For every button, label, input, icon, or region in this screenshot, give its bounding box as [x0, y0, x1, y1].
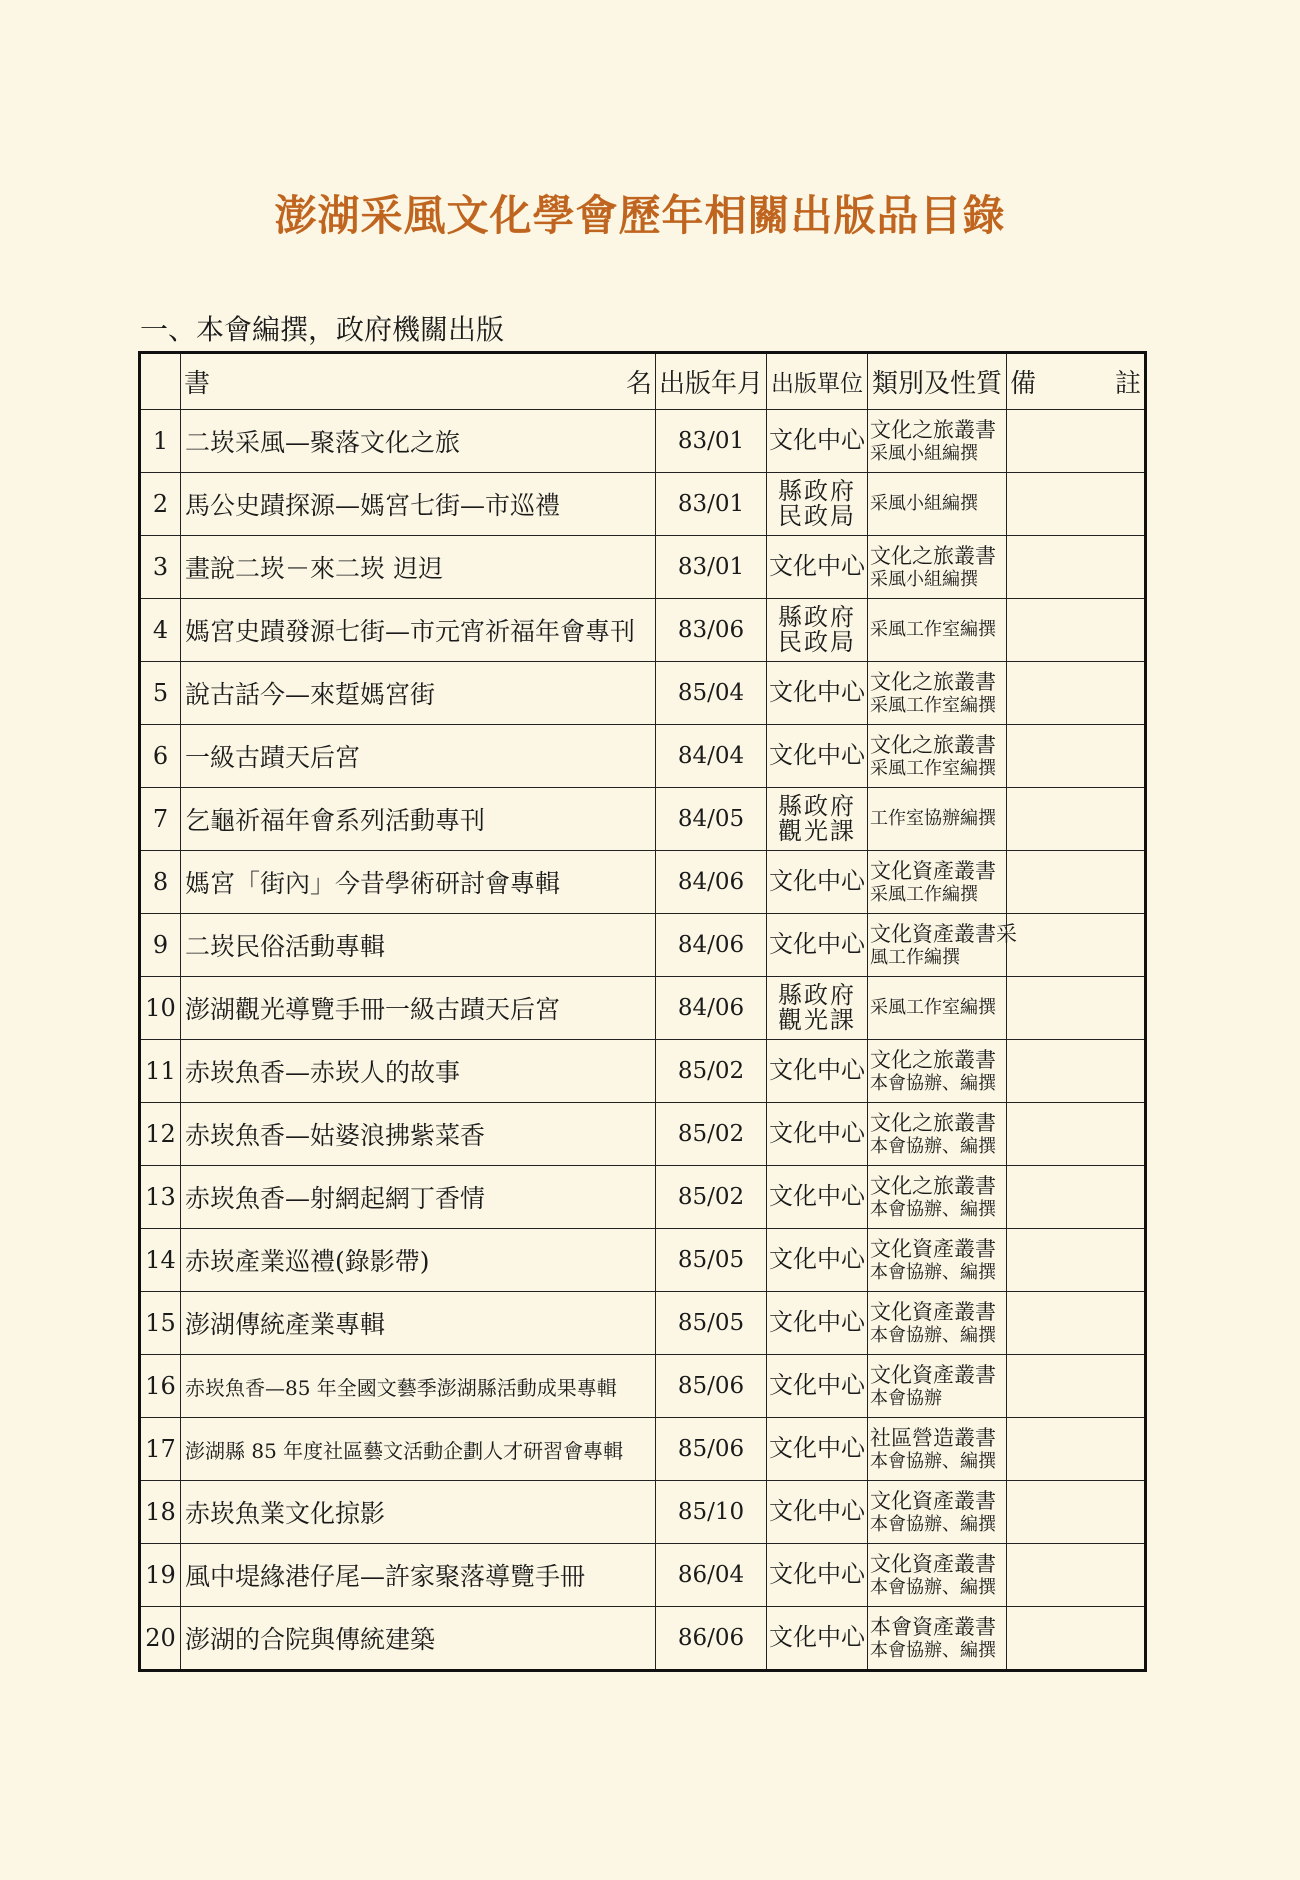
category-cell: [868, 1607, 1007, 1671]
row-number: 5: [140, 662, 181, 725]
table-row: [140, 788, 1146, 851]
table-row: [140, 410, 1146, 473]
publish-date: 84/06: [656, 851, 767, 914]
publisher-unit: 文化中心: [767, 1040, 868, 1103]
header-note-left: 備: [1010, 369, 1037, 399]
category-line-1: 社區營造叢書: [870, 1425, 996, 1450]
publisher-unit: 文化中心: [767, 914, 868, 977]
category-cell: [868, 725, 1007, 788]
category-line-2: 采風小組編撰: [870, 568, 978, 590]
row-number: 14: [140, 1229, 181, 1292]
publish-date: 83/01: [656, 536, 767, 599]
category-line-1: 文化之旅叢書: [870, 417, 996, 442]
note-cell: [1007, 788, 1146, 851]
row-number: 3: [140, 536, 181, 599]
publisher-unit: 文化中心: [767, 1544, 868, 1607]
category-line-2: 本會協辦、編撰: [870, 1072, 996, 1094]
header-date: 出版年月: [656, 353, 767, 410]
note-cell: [1007, 536, 1146, 599]
book-title: 赤崁魚香—姑婆浪拂紫菜香: [181, 1103, 656, 1166]
table-row: [140, 851, 1146, 914]
table-row: [140, 599, 1146, 662]
category-line-2: 采風工作室編撰: [870, 694, 996, 716]
row-number: 11: [140, 1040, 181, 1103]
category-cell: [868, 662, 1007, 725]
table-row: [140, 1418, 1146, 1481]
publish-date: 85/06: [656, 1355, 767, 1418]
category-line-2: 風工作編撰: [870, 946, 960, 968]
publisher-unit: 文化中心: [767, 1355, 868, 1418]
publisher-unit: 縣政府 民政局: [767, 473, 868, 536]
note-cell: [1007, 1418, 1146, 1481]
book-title: 畫說二崁－來二崁 迌迌: [181, 536, 656, 599]
table-row: [140, 725, 1146, 788]
book-title: 澎湖縣 85 年度社區藝文活動企劃人才研習會專輯: [181, 1418, 656, 1481]
table-header-row: [140, 353, 1146, 410]
row-number: 12: [140, 1103, 181, 1166]
category-line-2: 本會協辦、編撰: [870, 1450, 996, 1472]
category-line-1: 文化資產叢書: [870, 1236, 996, 1261]
row-number: 19: [140, 1544, 181, 1607]
publish-date: 86/06: [656, 1607, 767, 1671]
publisher-unit: 縣政府 觀光課: [767, 977, 868, 1040]
category-line-2: 采風工作編撰: [870, 883, 978, 905]
book-title: 澎湖觀光導覽手冊一級古蹟天后宮: [181, 977, 656, 1040]
publisher-unit: 文化中心: [767, 536, 868, 599]
note-cell: [1007, 1481, 1146, 1544]
category-line-2: 采風小組編撰: [870, 442, 978, 464]
book-title: 媽宮史蹟發源七街—市元宵祈福年會專刊: [181, 599, 656, 662]
category-cell: [868, 1355, 1007, 1418]
note-cell: [1007, 851, 1146, 914]
row-number: 10: [140, 977, 181, 1040]
note-cell: [1007, 1103, 1146, 1166]
category-line-2: 本會協辦、編撰: [870, 1639, 996, 1661]
category-line-1: 本會資產叢書: [870, 1614, 996, 1639]
row-number: 2: [140, 473, 181, 536]
table-row: [140, 1607, 1146, 1671]
category-cell: [868, 1544, 1007, 1607]
table-row: [140, 473, 1146, 536]
category-cell: [868, 1481, 1007, 1544]
category-line-2: 采風工作室編撰: [870, 757, 996, 779]
note-cell: [1007, 1229, 1146, 1292]
publish-date: 85/02: [656, 1040, 767, 1103]
table-row: [140, 1103, 1146, 1166]
category-cell: [868, 1166, 1007, 1229]
book-title: 說古話今—來踅媽宮街: [181, 662, 656, 725]
publish-date: 83/01: [656, 473, 767, 536]
row-number: 4: [140, 599, 181, 662]
header-number: [140, 353, 181, 410]
publication-table: [138, 351, 1147, 1672]
table-row: [140, 1481, 1146, 1544]
publisher-unit: 文化中心: [767, 1418, 868, 1481]
book-title: 馬公史蹟探源—媽宮七街—市巡禮: [181, 473, 656, 536]
category-line-2: 本會協辦、編撰: [870, 1135, 996, 1157]
category-line-1: 文化之旅叢書: [870, 669, 996, 694]
category-line-1: 文化之旅叢書: [870, 543, 996, 568]
section-heading: 一、本會編撰，政府機關出版: [140, 313, 505, 346]
category-cell: [868, 1040, 1007, 1103]
note-cell: [1007, 662, 1146, 725]
category-cell: [868, 914, 1017, 977]
row-number: 9: [140, 914, 181, 977]
row-number: 15: [140, 1292, 181, 1355]
table-row: [140, 1229, 1146, 1292]
category-cell: [868, 977, 1007, 1040]
table-row: [140, 977, 1146, 1040]
category-line-2: 本會協辦: [870, 1387, 942, 1409]
category-cell: [868, 788, 1007, 851]
table-row: [140, 914, 1146, 977]
book-title: 赤崁魚業文化掠影: [181, 1481, 656, 1544]
category-line-1: 文化資產叢書: [870, 858, 996, 883]
book-title: 赤崁魚香—射網起網丁香情: [181, 1166, 656, 1229]
header-title-right: 名: [625, 369, 652, 399]
publisher-unit: 文化中心: [767, 725, 868, 788]
publish-date: 85/06: [656, 1418, 767, 1481]
publisher-unit: 縣政府 觀光課: [767, 788, 868, 851]
page-title: 澎湖采風文化學會歷年相關出版品目錄: [274, 191, 1006, 240]
row-number: 17: [140, 1418, 181, 1481]
row-number: 20: [140, 1607, 181, 1671]
category-cell: [868, 536, 1007, 599]
table-row: [140, 1040, 1146, 1103]
publisher-unit: 文化中心: [767, 1103, 868, 1166]
note-cell: [1007, 1166, 1146, 1229]
book-title: 媽宮「街內」今昔學術研討會專輯: [181, 851, 656, 914]
category-cell: [868, 851, 1007, 914]
note-cell: [1007, 977, 1146, 1040]
publish-date: 84/04: [656, 725, 767, 788]
category-line-2: 本會協辦、編撰: [870, 1513, 996, 1535]
category-cell: [868, 1103, 1007, 1166]
row-number: 16: [140, 1355, 181, 1418]
table-row: [140, 1292, 1146, 1355]
header-note-right: 註: [1114, 369, 1141, 399]
row-number: 8: [140, 851, 181, 914]
publisher-unit: 文化中心: [767, 1481, 868, 1544]
row-number: 6: [140, 725, 181, 788]
publisher-unit: 縣政府 民政局: [767, 599, 868, 662]
book-title: 赤崁產業巡禮(錄影帶): [181, 1229, 656, 1292]
note-cell: [1007, 725, 1146, 788]
publish-date: 84/05: [656, 788, 767, 851]
publish-date: 83/06: [656, 599, 767, 662]
row-number: 1: [140, 410, 181, 473]
row-number: 18: [140, 1481, 181, 1544]
category-line-1: 文化資產叢書: [870, 1488, 996, 1513]
note-cell: [1007, 410, 1146, 473]
note-cell: [1007, 1607, 1146, 1671]
category-line-1: 文化資產叢書: [870, 1551, 996, 1576]
category-cell: [868, 473, 1007, 536]
note-cell: [1007, 473, 1146, 536]
book-title: 風中堤緣港仔尾—許家聚落導覽手冊: [181, 1544, 656, 1607]
category-cell: [868, 410, 1007, 473]
header-unit: 出版單位: [767, 353, 868, 410]
book-title: 二崁民俗活動專輯: [181, 914, 656, 977]
publisher-unit: 文化中心: [767, 1292, 868, 1355]
note-cell: [1007, 1040, 1146, 1103]
publisher-unit: 文化中心: [767, 1229, 868, 1292]
category-line-1: 采風工作室編撰: [870, 996, 996, 1018]
header-note: [1007, 353, 1146, 410]
category-cell: [868, 1418, 1007, 1481]
note-cell: [1007, 1355, 1146, 1418]
category-cell: [868, 1229, 1007, 1292]
publish-date: 85/02: [656, 1103, 767, 1166]
note-cell: [1007, 1544, 1146, 1607]
publish-date: 86/04: [656, 1544, 767, 1607]
header-title-left: 書: [184, 369, 211, 399]
category-line-1: 工作室協辦編撰: [870, 807, 996, 829]
category-line-1: 采風小組編撰: [870, 492, 978, 514]
book-title: 澎湖傳統產業專輯: [181, 1292, 656, 1355]
category-line-2: 本會協辦、編撰: [870, 1576, 996, 1598]
table-row: [140, 1355, 1146, 1418]
category-cell: [868, 1292, 1007, 1355]
book-title: 二崁采風—聚落文化之旅: [181, 410, 656, 473]
row-number: 13: [140, 1166, 181, 1229]
category-line-2: 本會協辦、編撰: [870, 1324, 996, 1346]
publisher-unit: 文化中心: [767, 1607, 868, 1671]
category-cell: [868, 599, 1007, 662]
table-row: [140, 536, 1146, 599]
header-title: [181, 353, 656, 410]
note-cell: [1007, 914, 1146, 977]
publisher-unit: 文化中心: [767, 410, 868, 473]
category-line-1: 文化資產叢書: [870, 1362, 996, 1387]
publisher-unit: 文化中心: [767, 662, 868, 725]
table-row: [140, 1544, 1146, 1607]
note-cell: [1007, 1292, 1146, 1355]
book-title: 乞龜祈福年會系列活動專刊: [181, 788, 656, 851]
publish-date: 83/01: [656, 410, 767, 473]
publisher-unit: 文化中心: [767, 1166, 868, 1229]
book-title: 赤崁魚香—赤崁人的故事: [181, 1040, 656, 1103]
category-line-2: 本會協辦、編撰: [870, 1198, 996, 1220]
book-title: 赤崁魚香—85 年全國文藝季澎湖縣活動成果專輯: [181, 1355, 656, 1418]
publisher-unit: 文化中心: [767, 851, 868, 914]
publish-date: 84/06: [656, 977, 767, 1040]
publish-date: 84/06: [656, 914, 767, 977]
publish-date: 85/05: [656, 1292, 767, 1355]
book-title: 一級古蹟天后宮: [181, 725, 656, 788]
category-line-1: 文化資產叢書采: [870, 921, 1017, 946]
category-line-1: 文化之旅叢書: [870, 1110, 996, 1135]
publish-date: 85/04: [656, 662, 767, 725]
category-line-1: 文化資產叢書: [870, 1299, 996, 1324]
table-row: [140, 662, 1146, 725]
category-line-2: 本會協辦、編撰: [870, 1261, 996, 1283]
category-line-1: 文化之旅叢書: [870, 1047, 996, 1072]
note-cell: [1007, 599, 1146, 662]
book-title: 澎湖的合院與傳統建築: [181, 1607, 656, 1671]
publish-date: 85/05: [656, 1229, 767, 1292]
table-row: [140, 1166, 1146, 1229]
category-line-1: 文化之旅叢書: [870, 732, 996, 757]
category-line-1: 文化之旅叢書: [870, 1173, 996, 1198]
publish-date: 85/10: [656, 1481, 767, 1544]
row-number: 7: [140, 788, 181, 851]
header-category: 類別及性質: [868, 353, 1007, 410]
category-line-1: 采風工作室編撰: [870, 618, 996, 640]
publish-date: 85/02: [656, 1166, 767, 1229]
